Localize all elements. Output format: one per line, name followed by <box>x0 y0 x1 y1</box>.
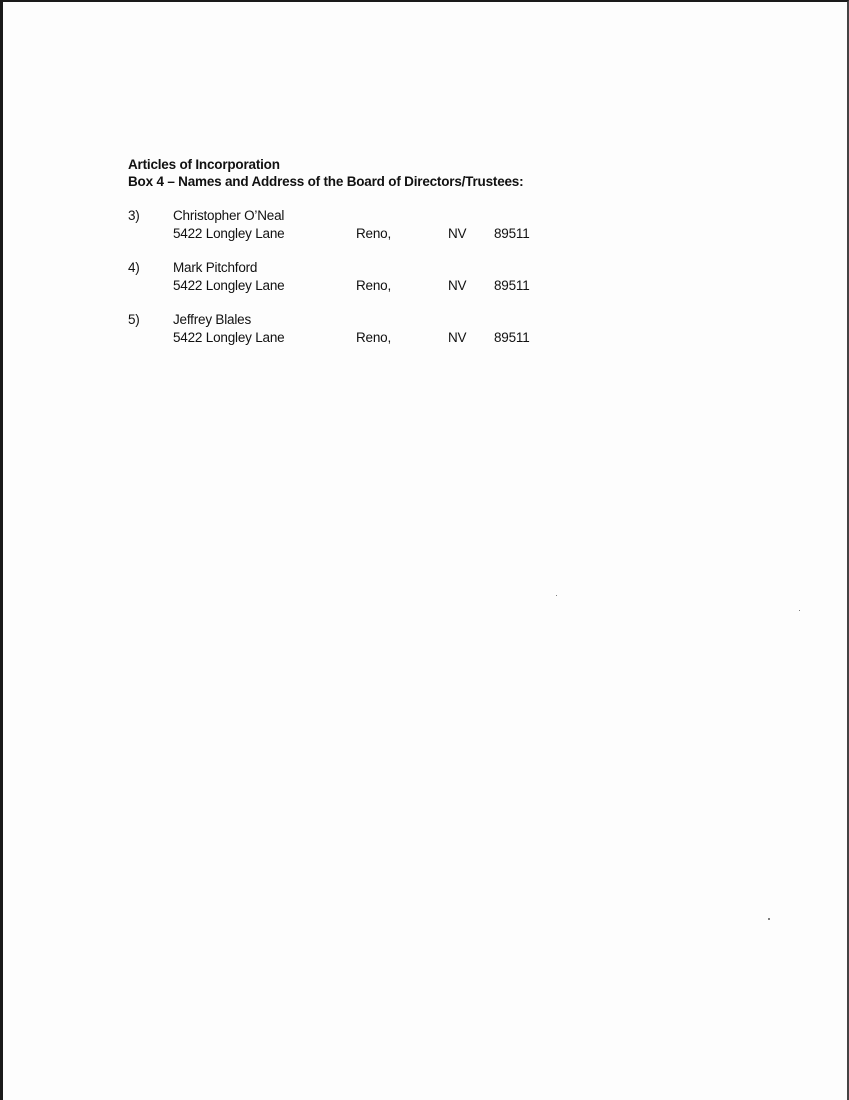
board-member-list <box>128 208 548 364</box>
member-state: NV <box>448 278 467 293</box>
member-state: NV <box>448 330 467 345</box>
member-street: 5422 Longley Lane <box>173 330 285 345</box>
member-city: Reno, <box>356 330 392 345</box>
board-member-entry <box>128 260 548 312</box>
entry-number: 4) <box>128 260 140 275</box>
board-member-entry <box>128 208 548 260</box>
scan-speck <box>556 595 557 596</box>
scan-speck <box>768 918 770 920</box>
document-subtitle: Box 4 – Names and Address of the Board of Directors/Trustees: <box>128 174 524 189</box>
member-zip: 89511 <box>494 330 530 345</box>
member-street: 5422 Longley Lane <box>173 226 285 241</box>
scan-speck <box>799 610 800 611</box>
entry-number: 5) <box>128 312 140 327</box>
member-zip: 89511 <box>494 278 530 293</box>
entry-number: 3) <box>128 208 140 223</box>
member-state: NV <box>448 226 467 241</box>
document-title: Articles of Incorporation <box>128 157 280 172</box>
member-zip: 89511 <box>494 226 530 241</box>
member-street: 5422 Longley Lane <box>173 278 285 293</box>
member-city: Reno, <box>356 226 392 241</box>
member-city: Reno, <box>356 278 392 293</box>
member-name: Mark Pitchford <box>173 260 258 275</box>
member-name: Christopher O’Neal <box>173 208 285 223</box>
member-name: Jeffrey Blales <box>173 312 251 327</box>
document-header <box>128 156 523 190</box>
board-member-entry <box>128 312 548 364</box>
